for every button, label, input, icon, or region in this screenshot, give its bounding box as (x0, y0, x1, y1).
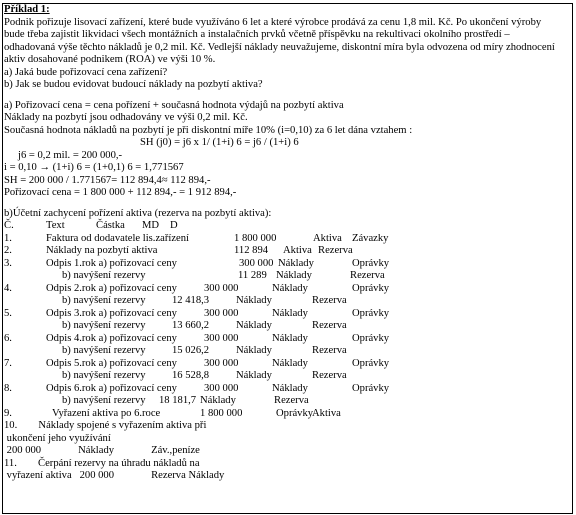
header-d: D (170, 220, 178, 231)
row-amount: 300 000 (204, 307, 239, 319)
row-d: Závazky (352, 232, 389, 244)
table-row (4, 308, 570, 321)
formula-line: SH = 200 000 / 1.771567= 112 894,4≈ 112 894,- (4, 174, 211, 186)
solution-line: a) Pořizovací cena = cena pořízení + současná hodnota výdajů na pozbytí aktiva (4, 99, 344, 111)
tail-line: vyřazení aktiva 200 000 Rezerva Náklady (4, 470, 225, 481)
row-d: Rezerva (312, 345, 347, 356)
row-text: Odpis 5.rok a) pořizovací ceny (46, 357, 177, 369)
row-text: Odpis 1.rok a) pořizovací ceny (46, 257, 177, 269)
row-md: Náklady (236, 320, 272, 331)
row-no: 9. (4, 407, 12, 419)
tail-line: ukončení jeho využívání (4, 432, 111, 444)
header-amount: Částka (96, 220, 125, 231)
row-d: Oprávky (352, 257, 390, 269)
table-row (4, 358, 570, 371)
row-d: Oprávky (352, 307, 390, 319)
tail-line: 200 000 Náklady Záv.,peníze (4, 445, 200, 456)
table-row (4, 295, 570, 308)
formula-line: j6 = 0,2 mil. = 200 000,- (18, 149, 123, 161)
row-text: Odpis 2.rok a) pořizovací ceny (46, 282, 177, 294)
intro-line: Podnik pořizuje lisovací zařízení, které bude využíváno 6 let a které výrobce prodává za cenu 1,8 mil. Kč. Po ukončení výroby (4, 16, 542, 28)
tail-section (4, 420, 570, 483)
table-row (4, 383, 570, 396)
header-no: Č. (4, 220, 14, 231)
row-d: Rezerva (318, 245, 353, 256)
table-row (4, 320, 570, 333)
tail-line: 10. Náklady spojené s vyřazením aktiva při (4, 420, 207, 431)
formula-line: SH (j0) = j6 x 1/ (1+i) 6 = j6 / (1+i) 6 (140, 137, 299, 148)
table-row (4, 408, 570, 421)
row-no: 2. (4, 245, 12, 256)
row-no: 3. (4, 257, 12, 269)
table-row (4, 283, 570, 296)
row-md: Náklady (236, 345, 272, 356)
row-md: Náklady (272, 282, 308, 294)
table-row (4, 245, 570, 258)
header-md: MD (142, 220, 160, 231)
row-text: Odpis 6.rok a) pořizovací ceny (46, 382, 177, 394)
row-md: Náklady (276, 270, 312, 281)
document-content (4, 4, 570, 483)
row-text: b) navýšení rezervy (62, 320, 146, 331)
row-text: Odpis 4.rok a) pořizovací ceny (46, 332, 177, 344)
question-b: b) Jak se budou evidovat budoucí náklady na pozbytí aktiva? (4, 79, 263, 90)
row-no: 7. (4, 357, 12, 369)
row-no: 4. (4, 282, 12, 294)
row-amount: 15 026,2 (172, 345, 210, 356)
row-text: Odpis 3.rok a) pořizovací ceny (46, 307, 177, 319)
intro-line: bude třeba zajistit likvidaci všech montážních a instalačních prvků včetně příspěvku na rekultivaci okolního prostředí – (4, 29, 510, 40)
row-md: Aktiva (313, 232, 342, 244)
row-text: b) navýšení rezervy (62, 295, 146, 306)
row-amount: 11 289 (238, 270, 267, 281)
solution-line: Náklady na pozbytí jsou odhadovány ve výši 0,2 mil. Kč. (4, 112, 248, 123)
intro-line: aktiv dosahované podnikem (ROA) ve výši 10 %. (4, 54, 216, 65)
row-md: Náklady (200, 395, 236, 406)
row-no: 8. (4, 382, 12, 394)
row-amount: 16 528,8 (172, 370, 210, 381)
row-no: 6. (4, 332, 12, 344)
questions (4, 67, 570, 92)
tail-line: 11. Čerpání rezervy na úhradu nákladů na (4, 457, 200, 469)
row-d: Oprávky (352, 382, 390, 394)
table-row (4, 333, 570, 346)
row-d: Rezerva (274, 395, 309, 406)
row-md: Aktiva (283, 245, 312, 256)
formula-line: i = 0,10 → (1+i) 6 = (1+0,1) 6 = 1,771567 (4, 162, 184, 173)
entries-table (4, 220, 570, 420)
row-md: Náklady (236, 295, 272, 306)
row-amount: 300 000 (204, 357, 239, 369)
table-row (4, 258, 570, 271)
intro-paragraph (4, 17, 570, 67)
row-no: 5. (4, 307, 12, 319)
row-d: Oprávky (352, 282, 390, 294)
row-text: Faktura od dodavatele lis.zařízení (46, 232, 189, 244)
row-text: Náklady na pozbytí aktiva (46, 245, 158, 256)
row-amount: 300 000 (204, 382, 239, 394)
row-amount: 1 800 000 (234, 232, 277, 244)
row-text: b) navýšení rezervy (62, 345, 146, 356)
table-row (4, 233, 570, 246)
row-d: Rezerva (312, 370, 347, 381)
section-b-title: b)Účetní zachycení pořízení aktiva (rezerva na pozbytí aktiva): (4, 207, 272, 219)
row-text: b) navýšení rezervy (62, 270, 146, 281)
row-md: Náklady (272, 357, 308, 369)
row-amount: 13 660,2 (172, 320, 210, 331)
row-amount: 18 181,7 (159, 395, 197, 406)
row-amount: 12 418,3 (172, 295, 210, 306)
question-a: a) Jaká bude pořizovací cena zařízení? (4, 66, 168, 78)
row-md: Náklady (272, 307, 308, 319)
row-d: Oprávky (352, 332, 390, 344)
intro-line: odhadovaná výše těchto nákladů je 0,2 mil. Kč. Vedlejší náklady neuvažujeme, diskontní míra byla odvozena od míry zhodnocení (4, 41, 555, 53)
solution-line: Současná hodnota nákladů na pozbytí je při diskontní míře 10% (i=0,10) za 6 let dána vztahem : (4, 124, 413, 136)
row-d: Rezerva (312, 295, 347, 306)
row-md: Náklady (236, 370, 272, 381)
table-row (4, 370, 570, 383)
row-amount: 1 800 000 (200, 407, 243, 419)
table-row (4, 395, 570, 408)
row-md: Náklady (272, 382, 308, 394)
row-text: b) navýšení rezervy (62, 370, 146, 381)
row-d: Aktiva (312, 407, 341, 419)
row-md: Náklady (278, 257, 314, 269)
row-md: Náklady (272, 332, 308, 344)
row-amount: 300 000 (204, 282, 239, 294)
row-text: b) navýšení rezervy (62, 395, 146, 406)
row-d: Rezerva (312, 320, 347, 331)
table-row (4, 345, 570, 358)
row-no: 1. (4, 232, 12, 244)
heading: Příklad 1: (4, 4, 50, 15)
row-amount: 112 894 (234, 245, 269, 256)
table-row (4, 270, 570, 283)
header-text: Text (46, 220, 65, 231)
table-header (4, 220, 570, 233)
row-d: Rezerva (350, 270, 385, 281)
result-line: Pořizovací cena = 1 800 000 + 112 894,- = 1 912 894,- (4, 187, 237, 198)
row-md: Oprávky (276, 407, 314, 419)
row-amount: 300 000 (239, 257, 274, 269)
solution-a (4, 100, 570, 200)
row-d: Oprávky (352, 357, 390, 369)
row-text: Vyřazení aktiva po 6.roce (52, 407, 161, 419)
row-amount: 300 000 (204, 332, 239, 344)
